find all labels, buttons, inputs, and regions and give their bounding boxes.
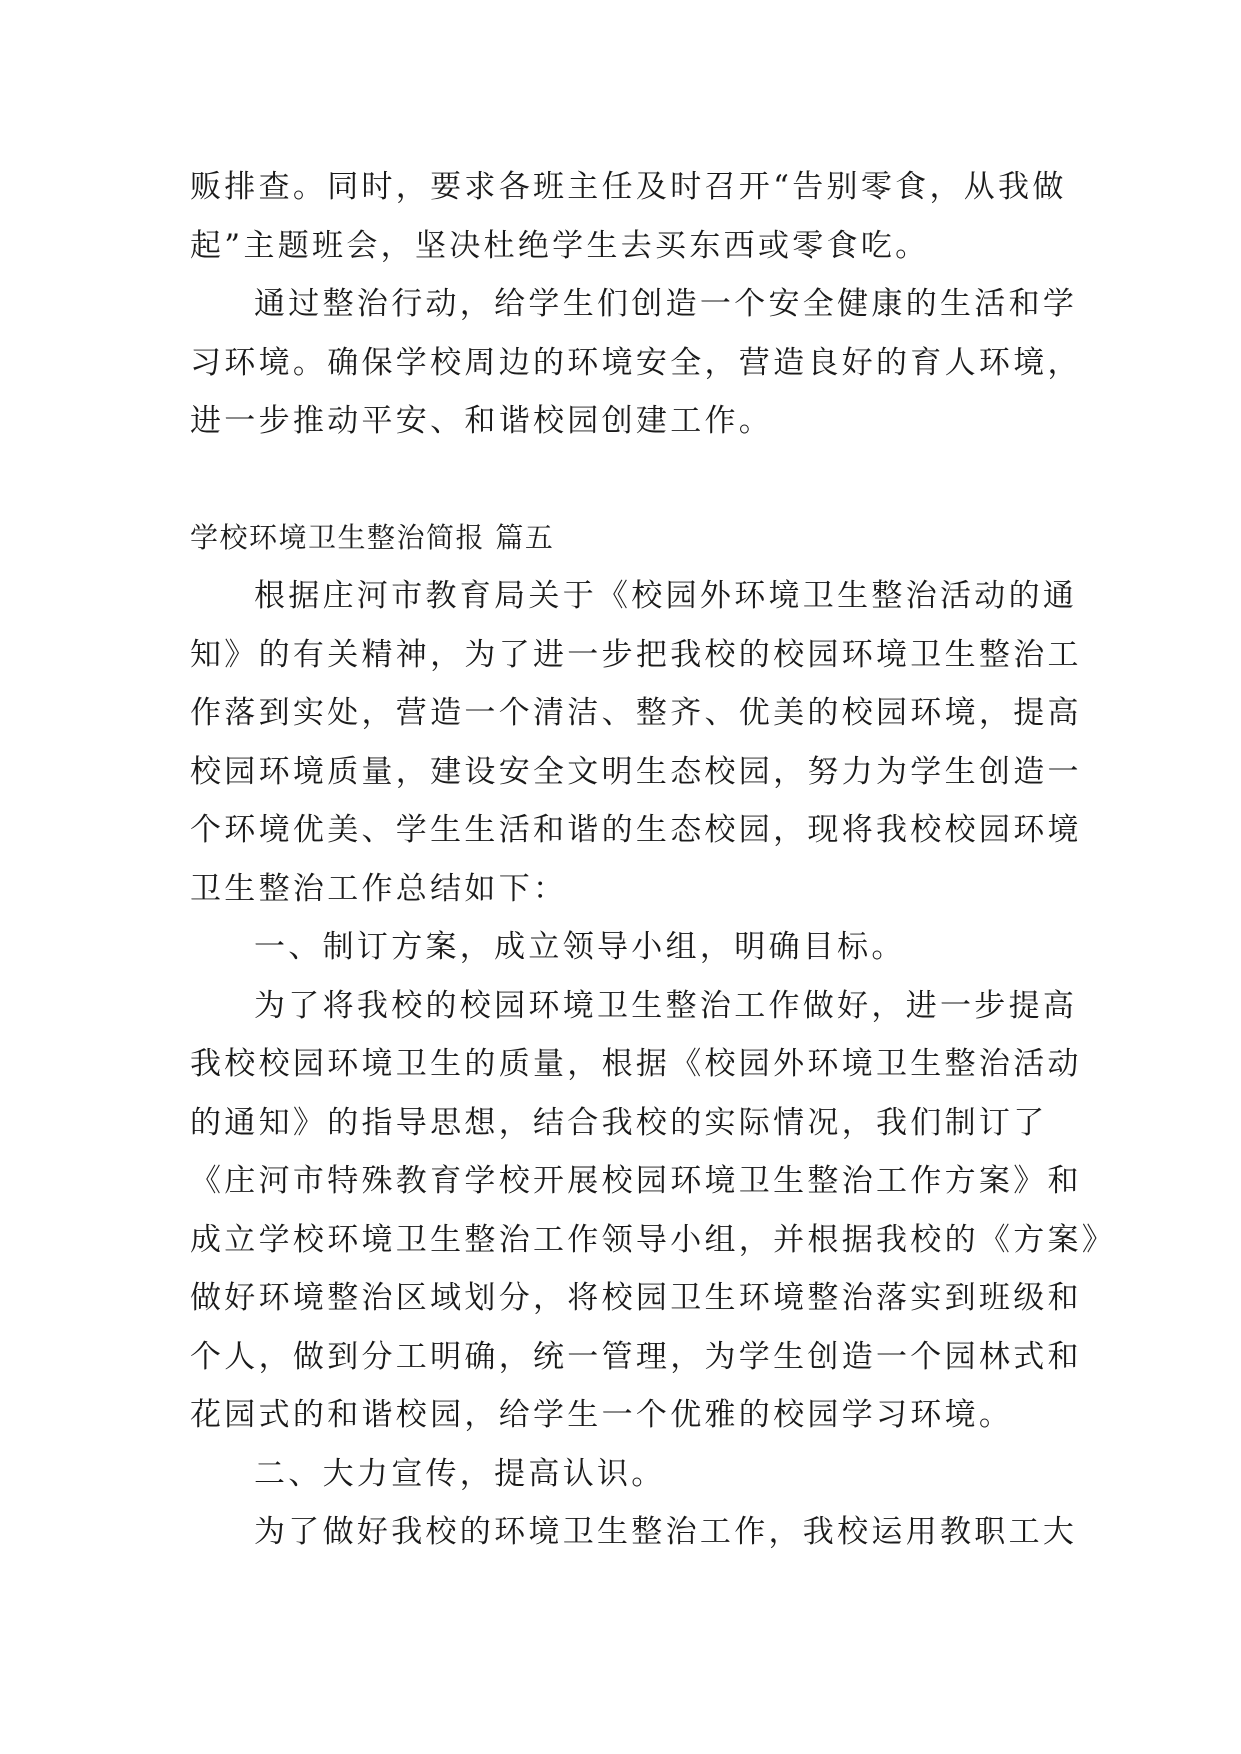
paragraph-line: 个环境优美、学生生活和谐的生态校园，现将我校校园环境: [190, 812, 1082, 848]
paragraph-line: 个人，做到分工明确，统一管理，为学生创造一个园林式和: [190, 1338, 1082, 1375]
paragraph-line: 习环境。确保学校周边的环境安全，营造良好的育人环境，: [190, 344, 1082, 381]
paragraph-line: 为了做好我校的环境卫生整治工作，我校运用教职工大: [254, 1514, 1078, 1550]
paragraph-line: 校园环境质量，建设安全文明生态校园，努力为学生创造一: [190, 753, 1082, 790]
paragraph-line: 做好环境整治区域划分，将校园卫生环境整治落实到班级和: [190, 1280, 1082, 1316]
paragraph-line: 贩排查。同时，要求各班主任及时召开“告别零食，从我做: [190, 169, 1067, 205]
point-heading: 二、大力宣传，提高认识。: [254, 1455, 666, 1492]
paragraph-line: 起”主题班会，坚决杜绝学生去买东西或零食吃。: [190, 227, 930, 264]
point-heading: 一、制订方案，成立领导小组，明确目标。: [254, 929, 906, 965]
paragraph-line: 《庄河市特殊教育学校开展校园环境卫生整治工作方案》和: [190, 1163, 1082, 1199]
paragraph-line: 通过整治行动，给学生们创造一个安全健康的生活和学: [254, 286, 1078, 322]
document-body: [190, 158, 1117, 1562]
paragraph-line: 根据庄河市教育局关于《校园外环境卫生整治活动的通: [254, 578, 1078, 614]
paragraph-line: 我校校园环境卫生的质量，根据《校园外环境卫生整治活动: [190, 1046, 1082, 1082]
section-title: 学校环境卫生整治简报 篇五: [190, 520, 555, 554]
paragraph-line: 卫生整治工作总结如下：: [190, 870, 568, 907]
paragraph-line: 进一步推动平安、和谐校园创建工作。: [190, 403, 774, 439]
paragraph-line: 成立学校环境卫生整治工作领导小组，并根据我校的《方案》: [190, 1221, 1117, 1258]
paragraph-line: 花园式的和谐校园，给学生一个优雅的校园学习环境。: [190, 1397, 1014, 1433]
section-spacer: [190, 451, 1050, 509]
paragraph-line: 知》的有关精神，为了进一步把我校的校园环境卫生整治工: [190, 636, 1082, 673]
paragraph-line: 的通知》的指导思想，结合我校的实际情况，我们制订了: [190, 1104, 1048, 1141]
paragraph-line: 为了将我校的校园环境卫生整治工作做好，进一步提高: [254, 987, 1078, 1024]
paragraph-line: 作落到实处，营造一个清洁、整齐、优美的校园环境，提高: [190, 695, 1082, 731]
